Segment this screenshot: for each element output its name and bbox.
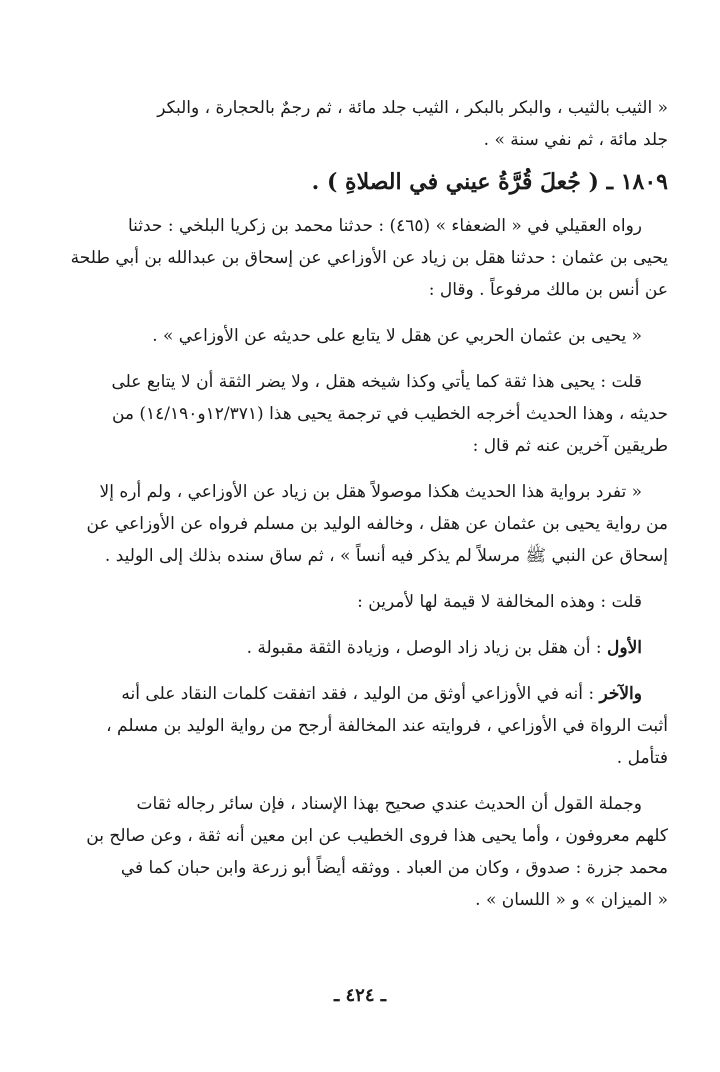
second-point	[56, 678, 668, 710]
para4-line-4: « الميزان » و « اللسان » .	[475, 890, 668, 910]
para2-line-2: حديثه ، وهذا الحديث أخرجه الخطيب في ترجمة يحيى هذا (١٢/٣٧١و١٤/١٩٠) من	[111, 404, 668, 424]
first-point	[56, 632, 668, 664]
first-point-text: : أن هقل بن زياد زاد الوصل ، وزيادة الثقة مقبولة .	[246, 638, 608, 658]
hadith-title: ـ ( جُعلَ قُرَّةُ عيني في الصلاةِ ) .	[311, 169, 614, 195]
quote2-line-1: « يحيى بن عثمان الحربي عن هقل لا يتابع على حديثه عن الأوزاعي » .	[152, 326, 642, 346]
quote-top-line-1: « الثيب بالثيب ، والبكر بالبكر ، الثيب جلد مائة ، ثم رجمٌ بالحجارة ، والبكر	[157, 98, 668, 118]
para2-line-3: طريقين آخرين عنه ثم قال :	[472, 436, 668, 456]
para4-line-2: كلهم معروفون ، وأما يحيى هذا فروى الخطيب عن ابن معين أنه ثقة ، وعن صالح بن	[86, 826, 668, 846]
second-point-text: : أنه في الأوزاعي أوثق من الوليد ، فقد اتفقت كلمات النقاد على أنه	[121, 684, 600, 704]
para4-line-3: محمد جزرة : صدوق ، وكان من العباد . ووثقه أيضاً أبو زرعة وابن حبان كما في	[120, 858, 668, 878]
para1-line-3: عن أنس بن مالك مرفوعاً . وقال :	[428, 280, 668, 300]
para1-line-1: رواه العقيلي في « الضعفاء » (٤٦٥) : حدثنا محمد بن زكريا البلخي : حدثنا	[127, 216, 642, 236]
para4-line-1: وجملة القول أن الحديث عندي صحيح بهذا الإسناد ، فإن سائر رجاله ثقات	[136, 794, 642, 814]
hadith-heading	[56, 162, 668, 202]
document-page	[56, 92, 668, 916]
second-point-line-2: أثبت الرواة في الأوزاعي ، فروايته عند المخالفة أرجح من رواية الوليد بن مسلم ،	[106, 716, 668, 736]
page-number: ـ ٤٢٤ ـ	[333, 985, 387, 1006]
quote3-line-2: من رواية يحيى بن عثمان عن هقل ، وخالفه الوليد بن مسلم فرواه عن الأوزاعي عن	[86, 514, 668, 534]
quote3-line-3: إسحاق عن النبي ﷺ مرسلاً لم يذكر فيه أنساً » ، ثم ساق سنده بذلك إلى الوليد .	[104, 546, 668, 566]
para2-line-1: قلت : يحيى هذا ثقة كما يأتي وكذا شيخه هقل ، ولا يضر الثقة أن لا يتابع على	[111, 372, 642, 392]
para3-line-1: قلت : وهذه المخالفة لا قيمة لها لأمرين :	[357, 592, 642, 612]
quote3-line-1: « تفرد برواية هذا الحديث هكذا موصولاً هقل بن زياد عن الأوزاعي ، ولم أره إلا	[99, 482, 642, 502]
first-point-label: الأول	[607, 638, 642, 658]
hadith-number: ١٨٠٩	[620, 169, 668, 195]
second-point-label: والآخر	[599, 684, 642, 704]
para1-line-2: يحيى بن عثمان : حدثنا هقل بن زياد عن الأوزاعي عن إسحاق بن عبدالله بن أبي طلحة	[70, 248, 668, 268]
second-point-line-3: فتأمل .	[616, 748, 668, 768]
quote-top-line-2: جلد مائة ، ثم نفي سنة » .	[483, 130, 668, 150]
